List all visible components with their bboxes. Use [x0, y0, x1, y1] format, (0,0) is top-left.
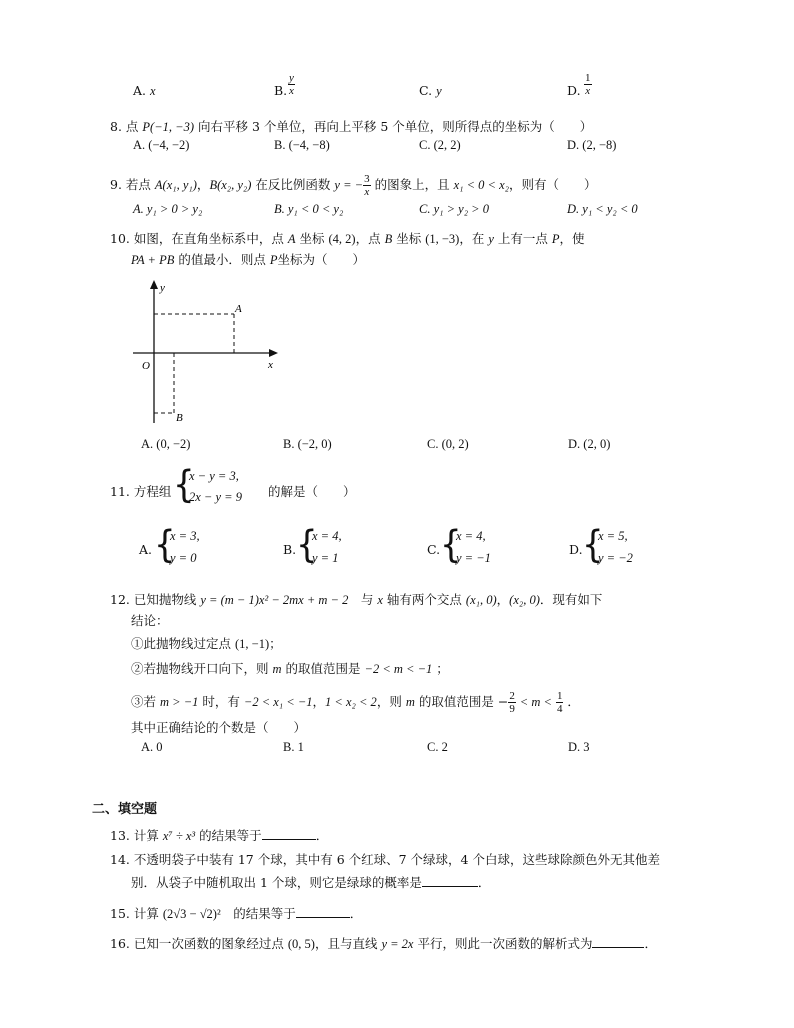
q11-option-b-eq2: y = 1 [312, 551, 339, 565]
q7-option-b-fraction: $\frac{y}{x}$ [289, 72, 294, 97]
q10-line1: 10. 如图，在直角坐标系中，点 A 坐标 (4, 2)，点 B 坐标 (1, −3)，在 y 上有一点 P，使 [110, 231, 585, 246]
q11-option-c-eq2: y = −1 [456, 551, 491, 565]
y-axis-arrow [150, 280, 158, 289]
q10-option-b[interactable]: B. (−2, 0) [283, 437, 332, 451]
question-13: 13. 计算 x⁷ ÷ x³ 的结果等于 ． [110, 828, 329, 843]
q12-line2: 结论： [131, 613, 169, 628]
q12-option-d[interactable]: D. 3 [568, 740, 590, 754]
q11-option-b-letter: B. [283, 542, 297, 557]
q11-option-d-letter: D. [569, 542, 583, 557]
q10-option-c[interactable]: C. (0, 2) [427, 437, 469, 451]
q11-option-a-brace: { [154, 523, 176, 567]
q12-option-b[interactable]: B. 1 [283, 740, 304, 754]
q13-answer-blank[interactable] [262, 839, 316, 840]
q9-option-c[interactable]: C. y₁ > y₂ > 0 [419, 202, 489, 216]
q12-ask: 其中正确结论的个数是（ ） [131, 720, 307, 735]
q11-option-c-brace: { [440, 523, 462, 567]
q11-label: 11. 方程组 [110, 484, 172, 499]
point-a-label: A [235, 303, 242, 315]
q10-option-a[interactable]: A. (0, −2) [141, 437, 191, 451]
q11-brace: { [173, 463, 195, 507]
q11-option-d-eq2: y = −2 [598, 551, 633, 565]
q9-option-a[interactable]: A. y₁ > 0 > y₂ [133, 202, 203, 216]
q11-option-a-letter: A. [139, 542, 153, 557]
q11-option-c-eq1: x = 4, [456, 529, 486, 543]
q11-option-d-brace: { [582, 523, 604, 567]
q11-equation-2: 2x − y = 9 [189, 490, 242, 504]
q7-option-d-fraction: $\frac{1}{x}$ [585, 72, 591, 97]
q12-statement-3: ③若 m > −1 时，有 −2 < x₁ < −1，1 < x₂ < 2，则 m 的取值范围是 − $\frac{2}{9}$ < m < $\frac{1}{4}$ ． [131, 690, 580, 715]
q7-option-a[interactable]: A. x [133, 83, 156, 98]
q9-text: 9. 若点 A(x₁, y₁)，B(x₂, y₂) 在反比例函数 y = − $\frac{3}{x}$ 的图象上，且 x₁ < 0 < x₂，则有（ ） [110, 173, 597, 198]
q15-answer-blank[interactable] [296, 917, 350, 918]
q8-option-d[interactable]: D. (2, −8) [567, 138, 617, 152]
q10-line2: PA + PB 的值最小．则点 P坐标为（ ） [131, 252, 366, 267]
question-14-line1: 14. 不透明袋子中装有 17 个球，其中有 6 个红球、7 个绿球，4 个白球，这些球除颜色外无其他差 [110, 852, 660, 867]
q8-option-a[interactable]: A. (−4, −2) [133, 138, 190, 152]
question-14-line2: 别．从袋子中随机取出 1 个球，则它是绿球的概率是 ． [131, 875, 491, 890]
q8-option-b[interactable]: B. (−4, −8) [274, 138, 330, 152]
q11-post: 的解是（ ） [268, 484, 356, 499]
origin-label: O [142, 360, 150, 372]
q8-option-c[interactable]: C. (2, 2) [419, 138, 461, 152]
q11-option-a-eq1: x = 3, [170, 529, 200, 543]
q12-option-a[interactable]: A. 0 [141, 740, 163, 754]
q10-coordinate-graph [128, 278, 288, 428]
q11-option-b-brace: { [296, 523, 318, 567]
q7-option-d[interactable]: D. [567, 83, 581, 98]
q14-answer-blank[interactable] [422, 886, 478, 887]
q11-equation-1: x − y = 3, [189, 469, 239, 483]
y-axis-label: y [160, 282, 165, 294]
q12-option-c[interactable]: C. 2 [427, 740, 448, 754]
q11-option-c-letter: C. [427, 542, 441, 557]
q12-line1: 12. 已知抛物线 y = (m − 1)x² − 2mx + m − 2 与 x 轴有两个交点 (x₁, 0)，(x₂, 0)．现有如下 [110, 592, 603, 607]
q9-option-b[interactable]: B. y₁ < 0 < y₂ [274, 202, 344, 216]
q10-option-d[interactable]: D. (2, 0) [568, 437, 611, 451]
q8-text: 8. 点 P(−1, −3) 向右平移 3 个单位，再向上平移 5 个单位，则所得点的坐标为（ ） [110, 119, 593, 134]
q9-option-d[interactable]: D. y₁ < y₂ < 0 [567, 202, 638, 216]
x-axis-arrow [269, 349, 278, 357]
q7-option-b[interactable]: B. [274, 83, 288, 98]
q11-option-a-eq2: y = 0 [170, 551, 197, 565]
question-15: 15. 计算 (2√3 − √2)² 的结果等于 ． [110, 906, 363, 921]
q12-statement-2: ②若抛物线开口向下，则 m 的取值范围是 −2 < m < −1 ； [131, 661, 449, 676]
question-16: 16. 已知一次函数的图象经过点 (0, 5)，且与直线 y = 2x 平行，则此一次函数的解析式为 ． [110, 936, 657, 951]
point-b-label: B [176, 412, 183, 424]
q11-option-d-eq1: x = 5, [598, 529, 628, 543]
x-axis-label: x [268, 359, 273, 371]
q7-option-c[interactable]: C. y [419, 83, 442, 98]
q11-option-b-eq1: x = 4, [312, 529, 342, 543]
section-fill-in-title: 二、填空题 [92, 802, 158, 817]
q16-answer-blank[interactable] [592, 947, 644, 948]
q12-statement-1: ①此抛物线过定点 (1, −1)； [131, 636, 282, 651]
